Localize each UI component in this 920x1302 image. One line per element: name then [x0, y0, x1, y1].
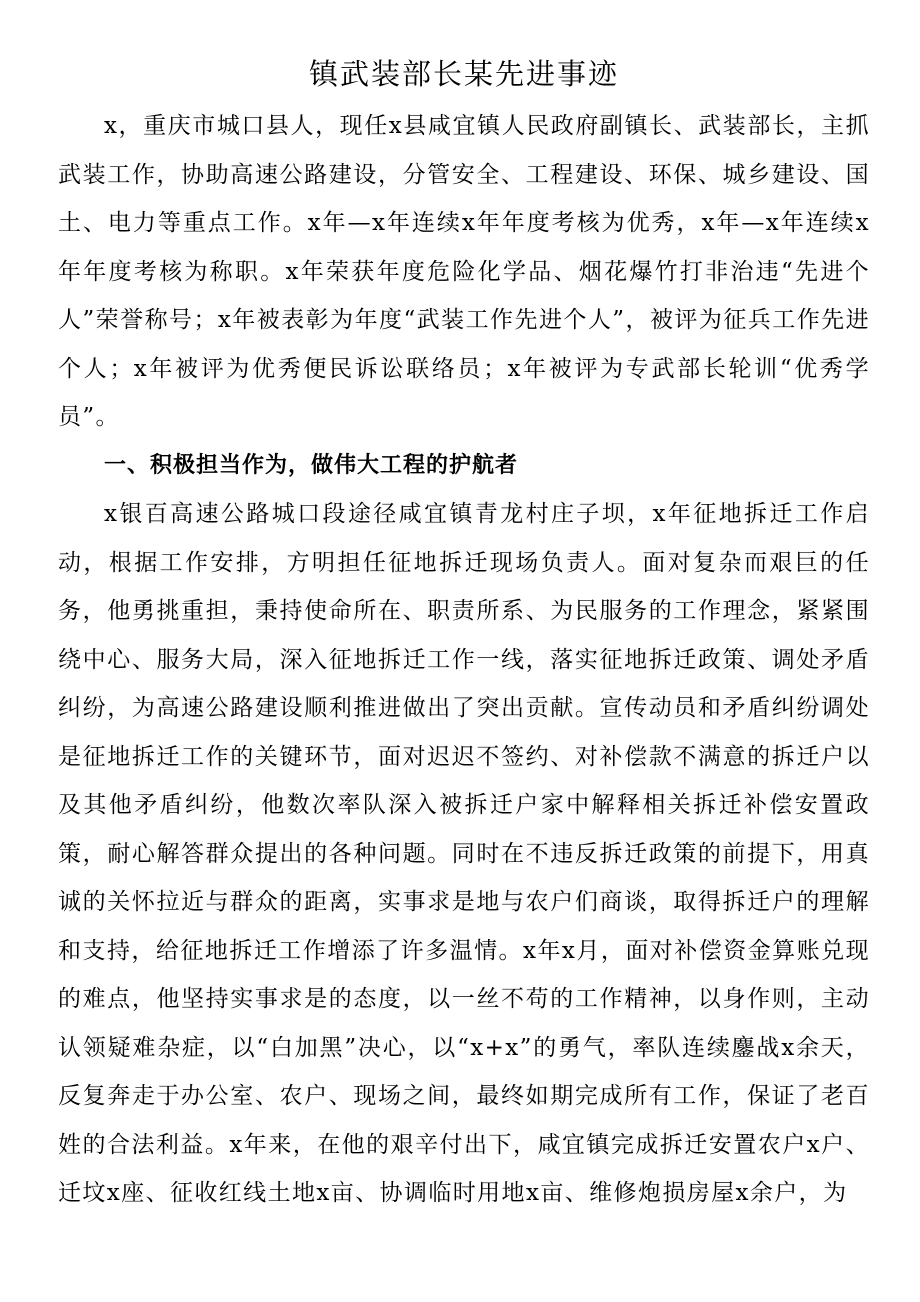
- intro-paragraph: x，重庆市城口县人，现任x县咸宜镇人民政府副镇长、武装部长，主抓武装工作，协助高速公路建设，分管安全、工程建设、环保、城乡建设、国土、电力等重点工作。x年—x年连续x年年度考核为优秀，x年—x年连续x年年度考核为称职。x年荣获年度危险化学品、烟花爆竹打非治违“先进个人”荣誉称号；x年被表彰为年度“武装工作先进个人”，被评为征兵工作先进个人；x年被评为优秀便民诉讼联络员；x年被评为专武部长轮训“优秀学员”。: [58, 113, 870, 430]
- section-paragraph: x银百高速公路城口段途径咸宜镇青龙村庄子坝，x年征地拆迁工作启动，根据工作安排，方明担任征地拆迁现场负责人。面对复杂而艰巨的任务，他勇挑重担，秉持使命所在、职责所系、为民服务的工作理念，紧紧围绕中心、服务大局，深入征地拆迁工作一线，落实征地拆迁政策、调处矛盾纠纷，为高速公路建设顺利推进做出了突出贡献。宣传动员和矛盾纠纷调处是征地拆迁工作的关键环节，面对迟迟不签约、对补偿款不满意的拆迁户以及其他矛盾纠纷，他数次率队深入被拆迁户家中解释相关拆迁补偿安置政策，耐心解答群众提出的各种问题。同时在不违反拆迁政策的前提下，用真诚的关怀拉近与群众的距离，实事求是地与农户们商谈，取得拆迁户的理解和支持，给征地拆迁工作增添了许多温情。x年x月，面对补偿资金算账兑现的难点，他坚持实事求是的态度，以一丝不苟的工作精神，以身作则，主动认领疑难杂症，以“白加黑”决心，以“x+x”的勇气，率队连续鏖战x余天，反复奔走于办公室、农户、现场之间，最终如期完成所有工作，保证了老百姓的合法利益。x年来，在他的艰辛付出下，咸宜镇完成拆迁安置农户x户、迁坟x座、征收红线土地x亩、协调临时用地x亩、维修炮损房屋x余户，为: [58, 501, 870, 1206]
- section-heading: 一、积极担当作为，做伟大工程的护航者: [104, 452, 519, 478]
- document-title: 镇武装部长某先进事迹: [308, 57, 619, 91]
